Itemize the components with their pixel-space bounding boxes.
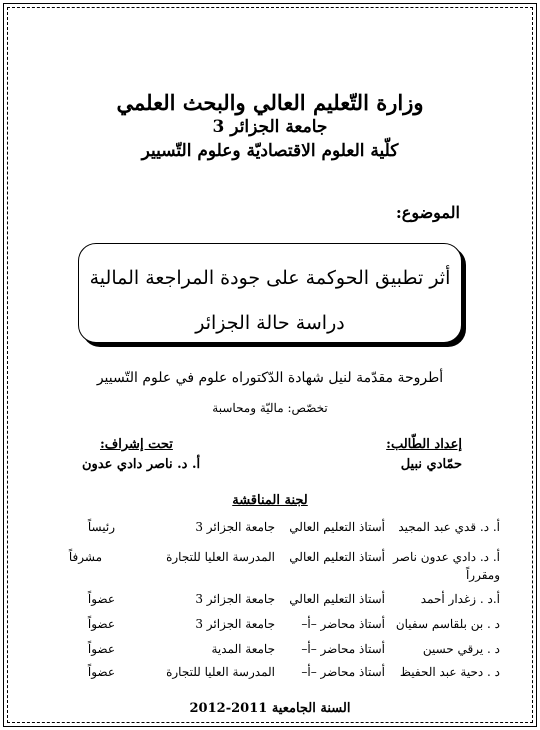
ministry-heading: وزارة التّعليم العالي والبحث العلمي xyxy=(116,90,424,115)
member-name: أ. د. قدي عبد المجيد xyxy=(398,520,500,534)
member-rank: أستاذ التعليم العالي xyxy=(289,520,385,534)
member-role-continuation: ومقرراً xyxy=(465,568,500,582)
member-rank: أستاذ محاضر –أ– xyxy=(301,665,385,679)
member-name: أ. د. دادي عدون ناصر xyxy=(393,550,500,564)
thesis-title-line2: دراسة حالة الجزائر xyxy=(195,312,345,334)
committee-row xyxy=(40,520,500,540)
committee-row xyxy=(40,550,500,570)
member-institution: جامعة الجزائر 3 xyxy=(195,592,275,606)
member-name: أ.د . زغدار أحمد xyxy=(420,592,500,606)
member-rank: أستاذ التعليم العالي xyxy=(289,592,385,606)
committee-row xyxy=(40,617,500,637)
committee-row xyxy=(40,592,500,612)
member-role: مشرفاً xyxy=(68,550,102,564)
member-role: عضواً xyxy=(87,617,115,631)
committee-row xyxy=(40,665,500,685)
member-role: عضواً xyxy=(87,642,115,656)
supervisor-name: أ. د. ناصر دادي عدون xyxy=(82,457,201,472)
member-rank: أستاذ التعليم العالي xyxy=(289,550,385,564)
member-institution: المدرسة العليا للتجارة xyxy=(166,550,275,564)
academic-year: السنة الجامعية 2011-2012 xyxy=(189,701,351,716)
thesis-degree-statement: أطروحة مقدّمة لنيل شهادة الدّكتوراه علوم في علوم التّسيير xyxy=(96,370,444,386)
committee-row xyxy=(40,642,500,662)
university-heading: جامعة الجزائر 3 xyxy=(212,117,328,137)
member-name: د . بن بلقاسم سفيان xyxy=(395,617,500,631)
member-role: عضواً xyxy=(87,665,115,679)
member-institution: جامعة الجزائر 3 xyxy=(195,617,275,631)
faculty-heading: كلّية العلوم الاقتصاديّة وعلوم التّسيير xyxy=(141,141,399,161)
member-role: رئيساً xyxy=(87,520,115,534)
member-rank: أستاذ محاضر –أ– xyxy=(301,617,385,631)
subject-label: الموضوع: xyxy=(395,203,460,222)
member-institution: جامعة المدية xyxy=(211,642,275,656)
member-institution: المدرسة العليا للتجارة xyxy=(166,665,275,679)
member-name: د . دحية عبد الحفيظ xyxy=(399,665,500,679)
student-name: حمّادي نبيل xyxy=(400,457,462,472)
prepared-by-label: إعداد الطّالب: xyxy=(386,437,462,452)
member-institution: جامعة الجزائر 3 xyxy=(195,520,275,534)
member-name: د . يرقي حسين xyxy=(422,642,500,656)
supervisor-label: تحت إشراف: xyxy=(100,437,173,452)
thesis-title-line1: أثر تطبيق الحوكمة على جودة المراجعة المالية xyxy=(89,267,451,289)
committee-title: لجنة المناقشة xyxy=(232,493,308,508)
member-role: عضواً xyxy=(87,592,115,606)
member-rank: أستاذ محاضر –أ– xyxy=(301,642,385,656)
specialization: تخصّص: ماليّة ومحاسبة xyxy=(212,401,328,415)
